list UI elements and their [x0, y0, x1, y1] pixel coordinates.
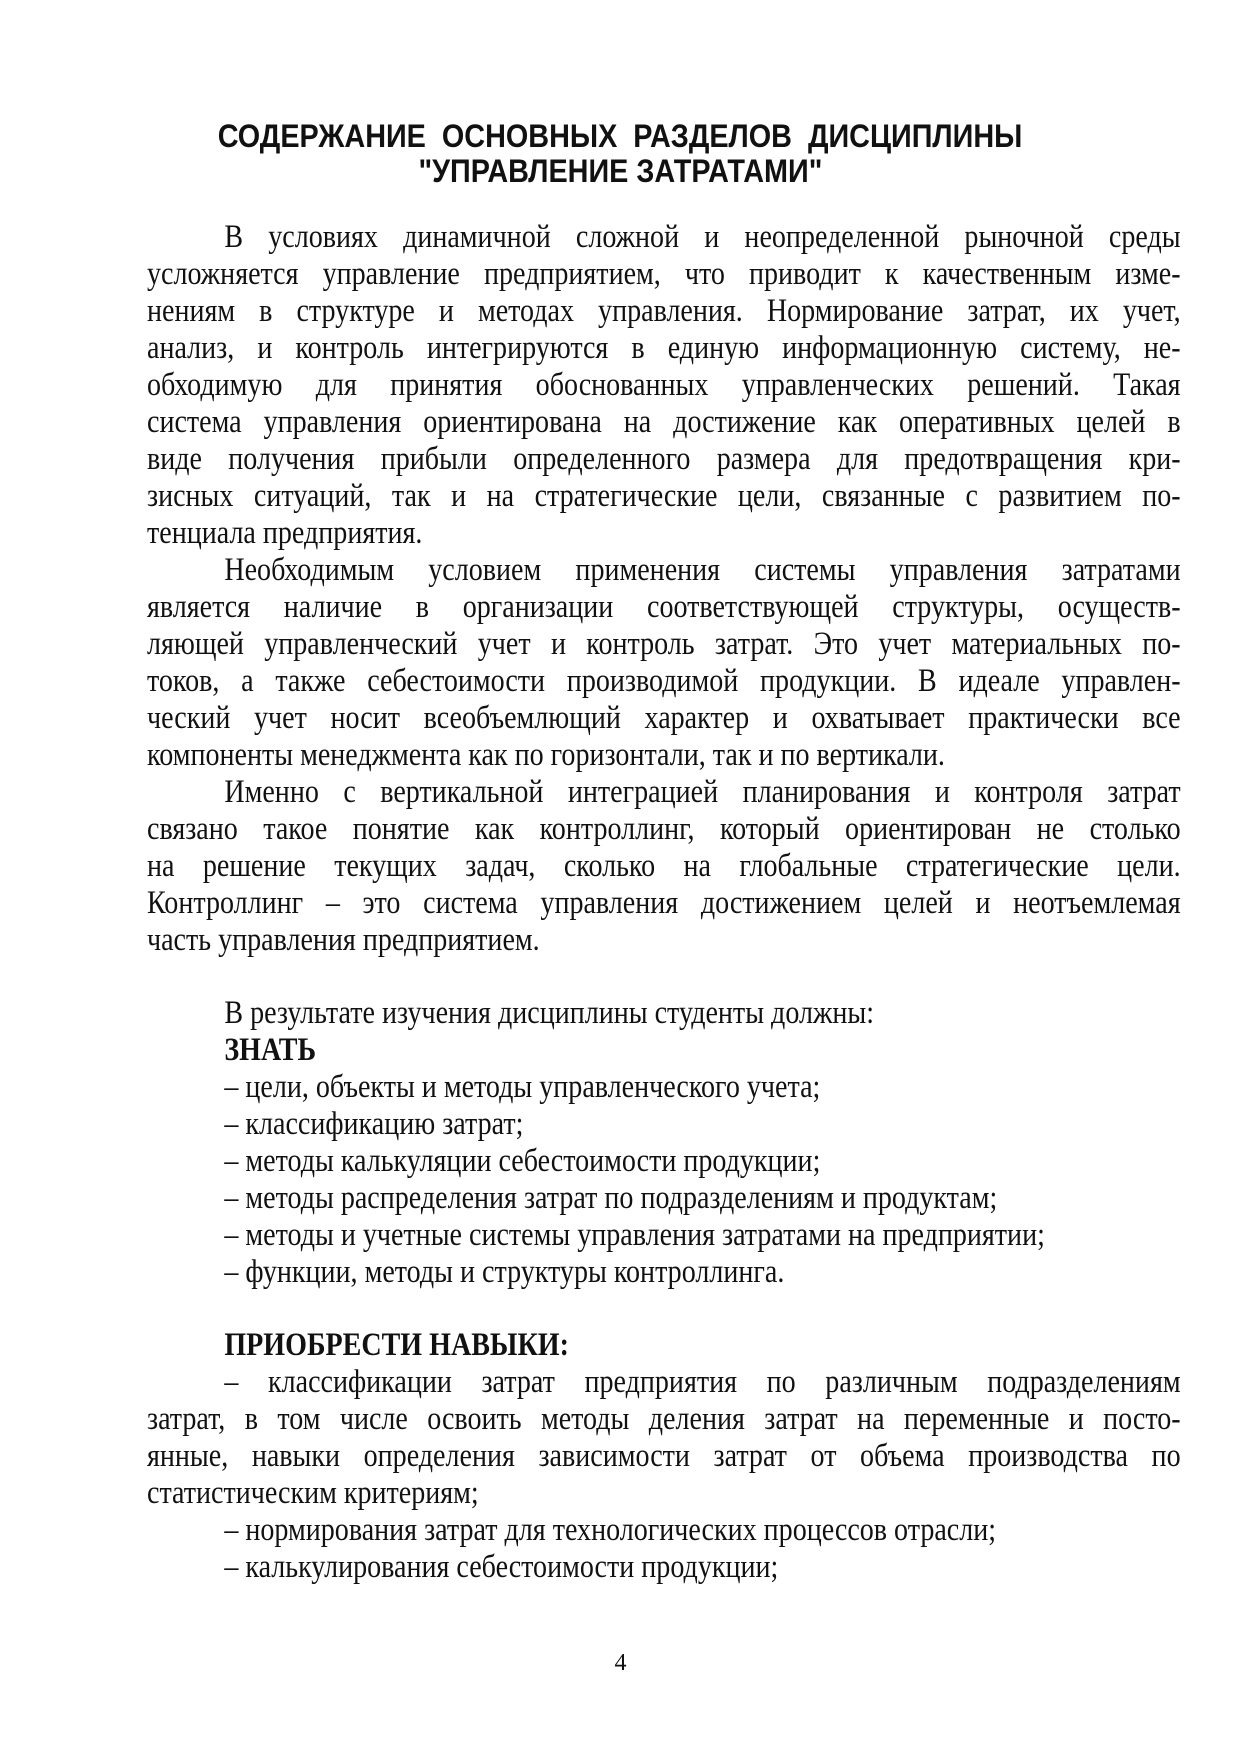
- list-item: – классификации затрат предприятия по различным подразделениям: [224, 1364, 1181, 1400]
- list-item: – классификацию затрат;: [224, 1106, 524, 1142]
- paragraph-line: Контроллинг – это система управления достижением целей и неотъемлемая: [147, 885, 1181, 921]
- body-paragraphs: [147, 219, 1181, 959]
- paragraph-line: токов, а также себестоимости производимой продукции. В идеале управлен-: [147, 663, 1181, 699]
- paragraph-line: часть управления предприятием.: [147, 922, 540, 958]
- title-text: СОДЕРЖАНИЕ ОСНОВНЫХ РАЗДЕЛОВ ДИСЦИПЛИНЫ: [218, 118, 1023, 154]
- document-title-line-2: [0, 154, 1241, 189]
- page-number: 4: [614, 1650, 627, 1676]
- list-item: – нормирования затрат для технологических процессов отрасли;: [224, 1512, 997, 1548]
- paragraph-line: система управления ориентирована на достижение как оперативных целей в: [147, 404, 1181, 440]
- intro-line: В результате изучения дисциплины студенты должны:: [224, 995, 875, 1031]
- skills-heading: ПРИОБРЕСТИ НАВЫКИ:: [224, 1327, 569, 1363]
- title-text: "УПРАВЛЕНИЕ ЗАТРАТАМИ": [418, 153, 823, 189]
- paragraph-line: является наличие в организации соответствующей структуры, осуществ-: [147, 589, 1181, 625]
- paragraph-line: В условиях динамичной сложной и неопределенной рыночной среды: [224, 219, 1181, 255]
- list-item: – цели, объекты и методы управленческого учета;: [224, 1069, 821, 1105]
- paragraph-line: ляющей управленческий учет и контроль затрат. Это учет материальных по-: [147, 626, 1181, 662]
- paragraph-line: на решение текущих задач, сколько на глобальные стратегические цели.: [147, 848, 1181, 884]
- knowledge-section: [147, 995, 1181, 1291]
- list-item: – методы и учетные системы управления затратами на предприятии;: [224, 1217, 1045, 1253]
- paragraph-line: обходимую для принятия обоснованных управленческих решений. Такая: [147, 367, 1181, 403]
- skills-section: [147, 1327, 1181, 1586]
- list-item: – калькулирования себестоимости продукции;: [224, 1549, 779, 1585]
- document-title-line-1: [0, 119, 1241, 154]
- paragraph-line: Именно с вертикальной интеграцией планирования и контроля затрат: [224, 774, 1181, 810]
- paragraph-line: нениям в структуре и методах управления. Нормирование затрат, их учет,: [147, 293, 1181, 329]
- know-heading: ЗНАТЬ: [224, 1032, 317, 1068]
- paragraph-line: ческий учет носит всеобъемлющий характер и охватывает практически все: [147, 700, 1181, 736]
- paragraph-line: Необходимым условием применения системы управления затратами: [224, 552, 1181, 588]
- list-item: янные, навыки определения зависимости затрат от объема производства по: [147, 1438, 1181, 1474]
- list-item: статистическим критериям;: [147, 1475, 479, 1511]
- paragraph-line: компоненты менеджмента как по горизонтали, так и по вертикали.: [147, 737, 945, 773]
- paragraph-line: тенциала предприятия.: [147, 515, 423, 551]
- paragraph-line: зисных ситуаций, так и на стратегические цели, связанные с развитием по-: [147, 478, 1181, 514]
- list-item: – функции, методы и структуры контроллинга.: [224, 1254, 785, 1290]
- list-item: затрат, в том числе освоить методы деления затрат на переменные и посто-: [147, 1401, 1181, 1437]
- paragraph-line: анализ, и контроль интегрируются в единую информационную систему, не-: [147, 330, 1181, 366]
- paragraph-line: усложняется управление предприятием, что приводит к качественным изме-: [147, 256, 1181, 292]
- list-item: – методы калькуляции себестоимости продукции;: [224, 1143, 821, 1179]
- paragraph-line: виде получения прибыли определенного размера для предотвращения кри-: [147, 441, 1181, 477]
- paragraph-line: связано такое понятие как контроллинг, который ориентирован не столько: [147, 811, 1181, 847]
- list-item: – методы распределения затрат по подразделениям и продуктам;: [224, 1180, 998, 1216]
